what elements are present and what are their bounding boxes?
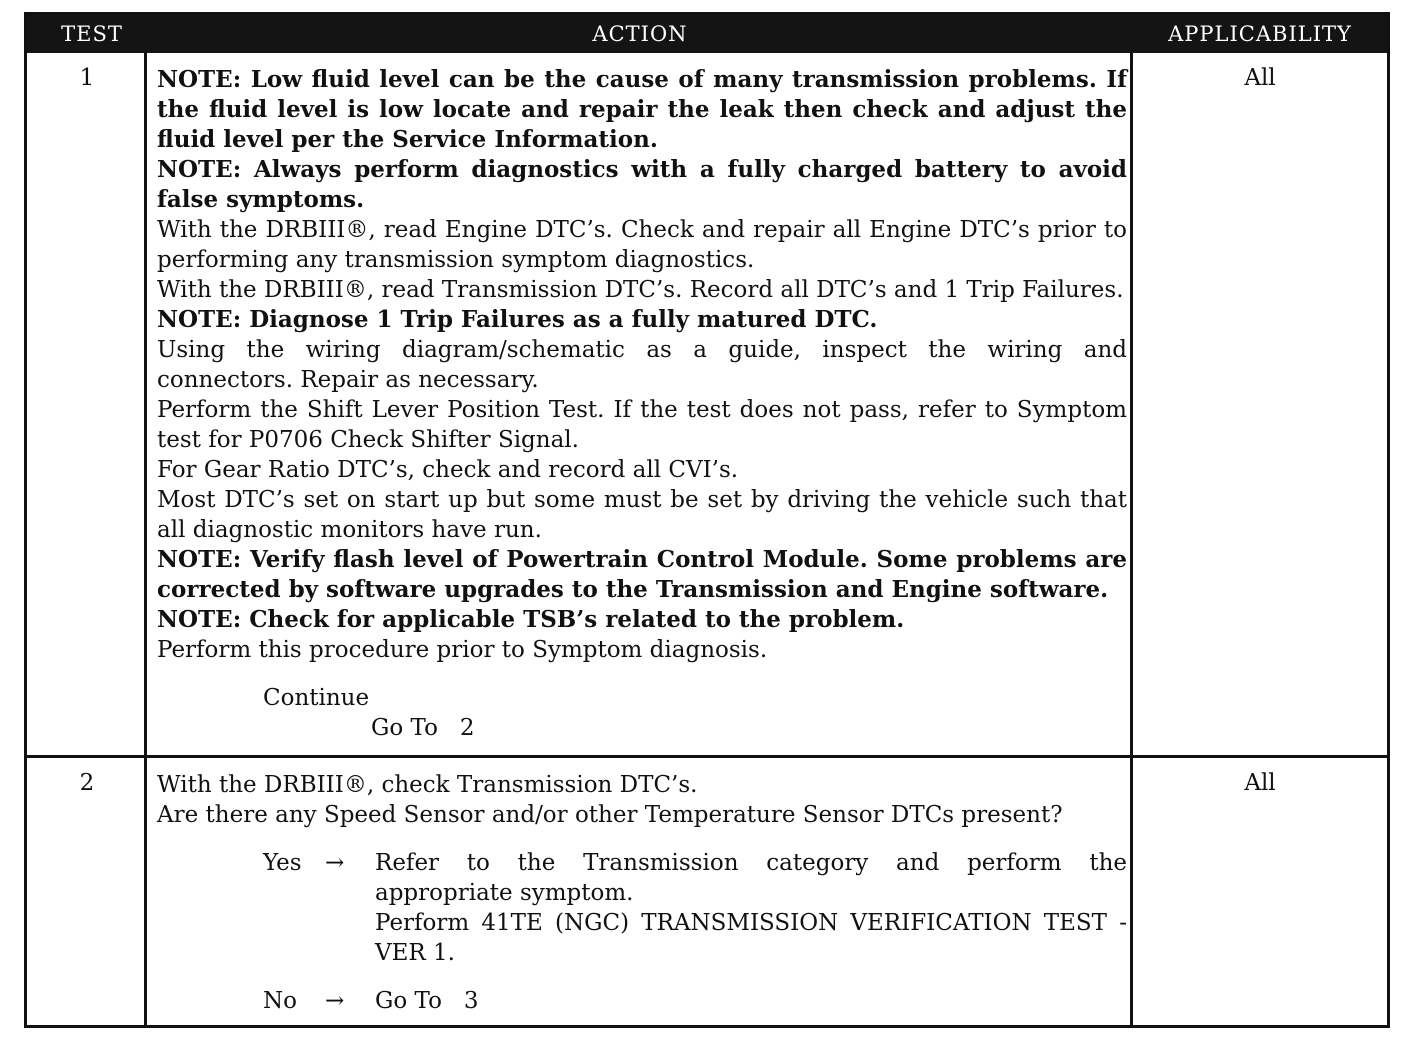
continue-goto (157, 713, 1127, 743)
no-arrow-icon: → (325, 988, 345, 1014)
continue-option (157, 683, 1127, 713)
header-test: TEST (61, 22, 123, 46)
column-divider-test (144, 53, 147, 1025)
step-read-engine-dtc: With the DRBIII®, read Engine DTC’s. Check and repair all Engine DTC’s prior to performing any transmission symptom diagnostics. (157, 217, 1127, 273)
header-action: ACTION (592, 22, 688, 46)
row-1-action (157, 65, 1127, 743)
yes-option (157, 848, 1127, 968)
note-trip-failures: NOTE: Diagnose 1 Trip Failures as a fully matured DTC. (157, 306, 878, 333)
step-read-transmission-dtc: With the DRBIII®, read Transmission DTC’s. Record all DTC’s and 1 Trip Failures. (157, 277, 1124, 303)
column-divider-action (1130, 53, 1133, 1025)
yes-arrow-icon: → (325, 850, 345, 876)
goto-2: Go To 2 (371, 715, 475, 741)
note-battery: NOTE: Always perform diagnostics with a fully charged battery to avoid false symptoms. (157, 156, 1127, 213)
row-2-applicability: All (1244, 770, 1276, 796)
continue-label: Continue (263, 685, 370, 711)
yes-text-perform: Perform 41TE (NGC) TRANSMISSION VERIFICATION TEST - VER 1. (375, 910, 1127, 966)
step-perform-prior: Perform this procedure prior to Symptom diagnosis. (157, 637, 768, 663)
diagnostic-table (24, 12, 1390, 1028)
no-label: No (263, 988, 297, 1014)
note-flash-level: NOTE: Verify flash level of Powertrain Control Module. Some problems are corrected by software upgrades to the Transmission and Engine software. (157, 546, 1127, 603)
step-dtc-startup: Most DTC’s set on start up but some must be set by driving the vehicle such that all diagnostic monitors have run. (157, 487, 1127, 543)
step-inspect-wiring: Using the wiring diagram/schematic as a guide, inspect the wiring and connectors. Repair as necessary. (157, 337, 1127, 393)
yes-text-refer: Refer to the Transmission category and perform the appropriate symptom. (375, 850, 1127, 906)
step-shift-lever-test: Perform the Shift Lever Position Test. If the test does not pass, refer to Symptom test for P0706 Check Shifter Signal. (157, 397, 1127, 453)
row-1-test-number: 1 (79, 65, 95, 91)
note-low-fluid: NOTE: Low fluid level can be the cause of many transmission problems. If the fluid level is low locate and repair the leak then check and adjust the fluid level per the Service Information. (157, 66, 1127, 153)
step-check-transmission-dtc: With the DRBIII®, check Transmission DTC’s. (157, 772, 698, 798)
step-gear-ratio: For Gear Ratio DTC’s, check and record all CVI’s. (157, 457, 739, 483)
row-2-test-number: 2 (79, 770, 95, 796)
no-option (157, 986, 1127, 1016)
yes-label: Yes (263, 850, 302, 876)
row-divider (27, 755, 1387, 758)
row-2-action (157, 770, 1127, 1016)
note-tsb: NOTE: Check for applicable TSB’s related to the problem. (157, 606, 905, 633)
goto-3: Go To 3 (375, 988, 479, 1014)
header-applicability: APPLICABILITY (1168, 22, 1352, 46)
table-header (27, 15, 1387, 53)
row-1-applicability: All (1244, 65, 1276, 91)
question-sensor-dtc: Are there any Speed Sensor and/or other Temperature Sensor DTCs present? (157, 802, 1063, 828)
